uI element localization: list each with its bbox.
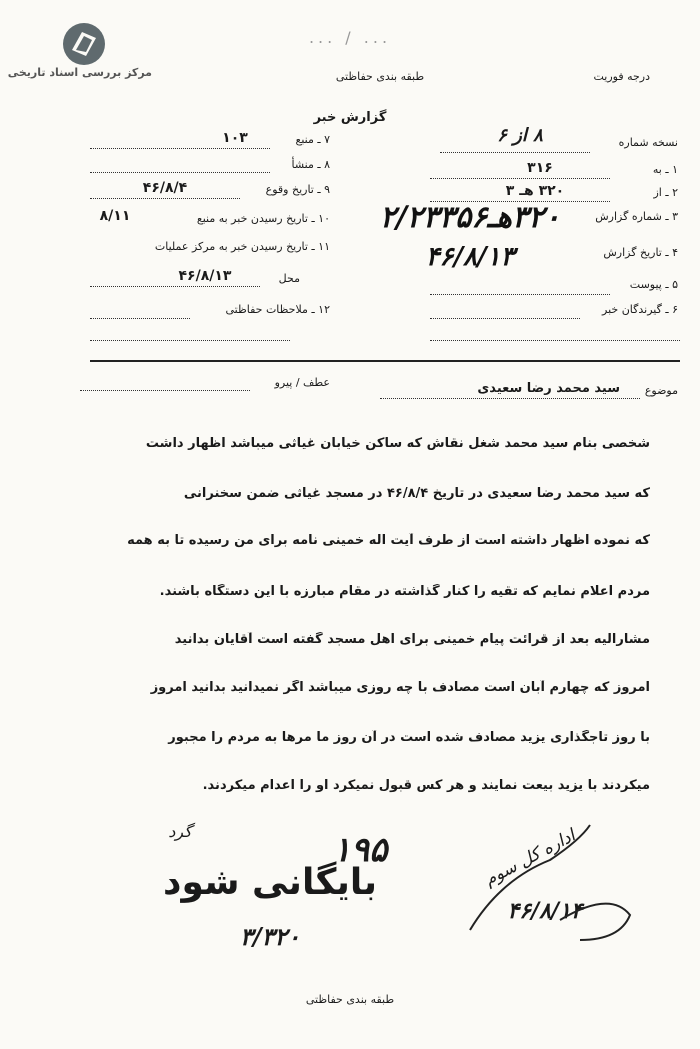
origin-label: ۸ ـ منشأ (291, 158, 330, 171)
subject-label: موضوع (644, 384, 678, 397)
attachment-label: ۵ ـ پیوست (629, 278, 678, 291)
body-line-4: مردم اعلام نمایم که تقیه را کنار گذاشته در مقام مبارزه با این دستگاه باشند. (159, 584, 650, 599)
office-note: اداره کل سوم (481, 825, 579, 891)
source-receipt-date-label: ۱۰ ـ تاریخ رسیدن خبر به منبع (196, 212, 330, 225)
copy-number-value: ۸ از ۶ (497, 125, 543, 146)
body-line-3: که نموده اظهار داشته است از طرف آیت اله خمینی نامه برای من رسیده تا به همه (127, 533, 650, 548)
handwritten-report-number: ۳۲۰هـ۲/۲۳۳۵۶ (379, 200, 561, 235)
stamp-code: ۳/۳۲۰ (239, 922, 301, 951)
footer-classification: طبقه بندی حفاظتی (305, 993, 395, 1006)
subject-value: سید محمد رضا سعیدی (477, 381, 620, 396)
field-to-value: ۳۱۶ (527, 160, 553, 176)
ops-receipt-date-label: ۱۱ ـ تاریخ رسیدن خبر به مرکز عملیات (154, 240, 330, 253)
classification-label: طبقه بندی حفاظتی (335, 70, 425, 83)
report-date-label: ۴ ـ تاریخ گزارش (603, 246, 678, 259)
body-line-8: میکردند با یزید بیعت نمایند و هر کس قبول نمیکرد او را اعدام میکردند. (202, 778, 650, 793)
priority-label: درجه فوریت (593, 70, 650, 83)
signature-scribble (440, 820, 640, 950)
watermark-label: مرکز بررسی اسناد تاریخی (7, 66, 152, 79)
field-from-value: ۳۲۰ هـ ۳ (505, 183, 565, 199)
source-receipt-date-value: ۸/۱۱ (99, 208, 131, 224)
faded-header: ... / ... (308, 28, 392, 47)
security-notes-label: ۱۲ ـ ملاحظات حفاظتی (225, 303, 330, 316)
copy-number-label: نسخه شماره (618, 136, 678, 149)
report-title: گزارش خبر (313, 110, 387, 125)
recipients-label: ۶ ـ گیرندگان خبر (602, 303, 678, 316)
archive-stamp: بایگانی شود (163, 862, 377, 903)
field-to-label: ۱ ـ به (652, 163, 678, 176)
location-value: ۴۶/۸/۱۳ (178, 268, 232, 284)
field-from-label: ۲ ـ از (653, 186, 678, 199)
archive-logo-icon (60, 20, 108, 68)
body-line-7: با روز تاجگذاری یزید مصادف شده است در آن روز ما مرها به مردم را مجبور (168, 730, 650, 745)
body-line-6: امروز که چهارم آبان است مصادف با چه روزی میباشد اگر نمیدانید بدانید امروز (150, 680, 650, 695)
reference-label: عطف / پیرو (274, 376, 330, 389)
body-line-5: مشارالیه بعد از قرائت پیام خمینی برای اهل مسجد گفته است آقایان بدانید (174, 632, 650, 647)
stamp-number: ۱۹۵ (332, 830, 388, 870)
source-label: ۷ ـ منبع (295, 133, 330, 146)
handwritten-report-date: ۴۶/۸/۱۳ (425, 242, 515, 272)
source-value: ۱۰۳ (222, 130, 248, 146)
section-divider (90, 360, 680, 362)
scribble-note: گرد (168, 822, 192, 841)
occurrence-date-value: ۴۶/۸/۴ (142, 180, 188, 196)
occurrence-date-label: ۹ ـ تاریخ وقوع (265, 183, 330, 196)
report-number-label: ۳ ـ شماره گزارش (595, 210, 678, 223)
body-line-2: که سید محمد رضا سعیدی در تاریخ ۴۶/۸/۴ در مسجد غیاثی ضمن سخنرانی (183, 486, 650, 501)
location-label: محل (278, 272, 300, 285)
office-date: ۴۶/۸/۱۴ (507, 898, 583, 924)
body-line-1: شخصی بنام سید محمد شغل نقاش که ساکن خیابان غیاثی میباشد اظهار داشت (145, 436, 650, 451)
